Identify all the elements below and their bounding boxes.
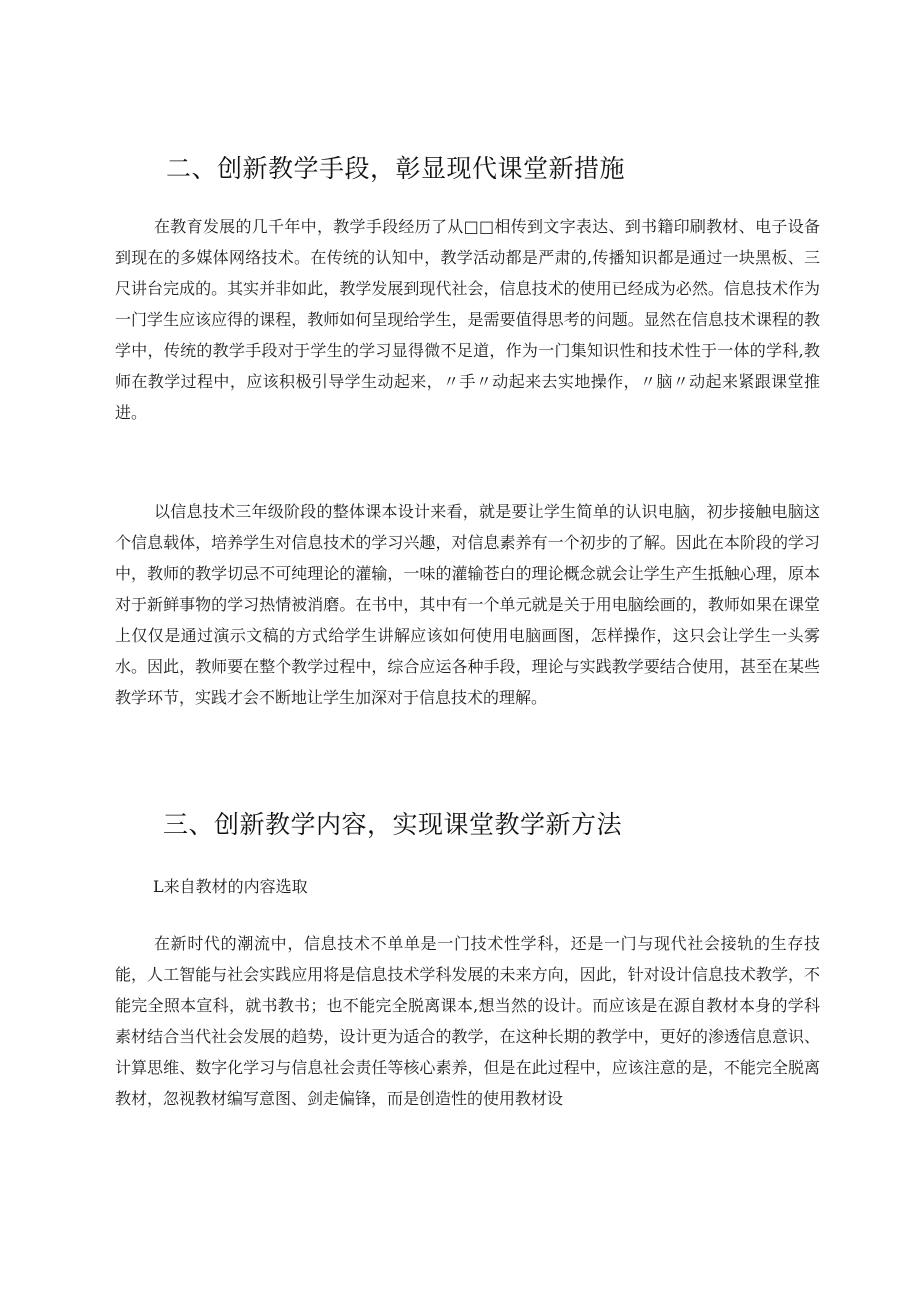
section-2-paragraph-1: 在教育发展的几千年中，教学手段经历了从□□相传到文字表达、到书籍印刷教材、电子设备到现在的多媒体网络技术。在传统的认知中，教学活动都是严肃的,传播知识都是通过一块黑板、三尺讲台完成的。其实并非如此，教学发展到现代社会，信息技术的使用已经成为必然。信息技术作为一门学生应该应得的课程，教师如何呈现给学生，是需要值得思考的问题。显然在信息技术课程的教学中，传统的教学手段对于学生的学习显得微不足道，作为一门集知识性和技术性于一体的学科,教师在教学过程中，应该积极引导学生动起来，〃手〃动起来去实地操作，〃脑〃动起来紧跟课堂推进。	[115, 217, 820, 422]
section-3-paragraph-1: 在新时代的潮流中，信息技术不单单是一门技术性学科，还是一门与现代社会接轨的生存技能，人工智能与社会实践应用将是信息技术学科发展的未来方向，因此，针对设计信息技术教学，不能完全照本宣科，就书教书；也不能完全脱离课本,想当然的设计。而应该是在源自教材本身的学科素材结合当代社会发展的趋势，设计更为适合的教学，在这种长期的教学中，更好的渗透信息意识、计算思维、数字化学习与信息社会责任等核心素养，但是在此过程中，应该注意的是，不能完全脱离教材，忽视教材编写意图、剑走偏锋，而是创造性的使用教材设	[115, 934, 820, 1108]
section-2-heading: 二、创新教学手段，彰显现代课堂新措施	[166, 154, 626, 183]
section-3-subheading: L来自教材的内容选取	[153, 877, 308, 896]
section-2-paragraph-2: 以信息技术三年级阶段的整体课本设计来看，就是要让学生简单的认识电脑，初步接触电脑这个信息载体，培养学生对信息技术的学习兴趣，对信息素养有一个初步的了解。因此在本阶段的学习中，教师的教学切忌不可纯理论的灌输，一味的灌输苍白的理论概念就会让学生产生抵触心理，原本对于新鲜事物的学习热情被消磨。在书中，其中有一个单元就是关于用电脑绘画的，教师如果在课堂上仅仅是通过演示文稿的方式给学生讲解应该如何使用电脑画图，怎样操作，这只会让学生一头雾水。因此，教师要在整个教学过程中，综合应运各种手段，理论与实践教学要结合使用，甚至在某些教学环节，实践才会不断地让学生加深对于信息技术的理解。	[115, 502, 820, 707]
section-3-heading: 三、创新教学内容，实现课堂教学新方法	[163, 810, 623, 839]
